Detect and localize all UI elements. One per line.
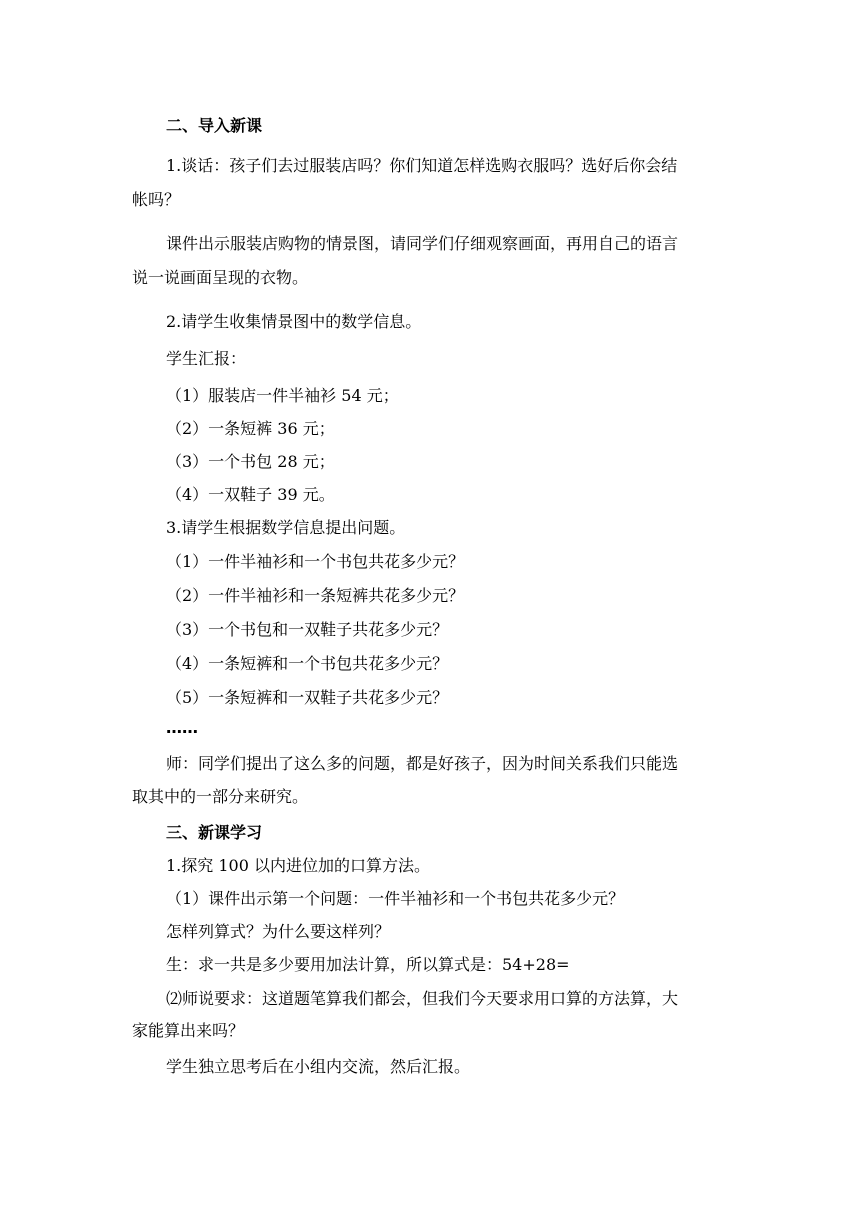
paragraph-first-question: （1）课件出示第一个问题：一件半袖衫和一个书包共花多少元？ xyxy=(166,889,625,908)
paragraph-requirement-line2: 家能算出来吗？ xyxy=(132,1021,245,1040)
paragraph-courseware-line2: 说一说画面呈现的衣物。 xyxy=(132,268,309,287)
list-item-info: （4）一双鞋子 39 元。 xyxy=(166,485,335,504)
ellipsis: …… xyxy=(166,718,198,737)
section-heading-intro: 二、导入新课 xyxy=(166,116,263,135)
paragraph-student-answer: 生：求一共是多少要用加法计算，所以算式是：54+28= xyxy=(166,955,570,974)
list-item-info: （1）服装店一件半袖衫 54 元； xyxy=(166,386,399,405)
paragraph-teacher-line1: 师：同学们提出了这么多的问题，都是好孩子，因为时间关系我们只能选 xyxy=(166,754,679,773)
paragraph-how-to-write: 怎样列算式？为什么要这样列？ xyxy=(166,922,391,941)
section-heading-new-lesson: 三、新课学习 xyxy=(166,823,263,842)
list-item-question: （2）一件半袖衫和一条短裤共花多少元？ xyxy=(166,586,465,605)
list-item-question: （1）一件半袖衫和一个书包共花多少元？ xyxy=(166,552,465,571)
paragraph-teacher-line2: 取其中的一部分来研究。 xyxy=(132,787,309,806)
paragraph-talk-line1: 1.谈话：孩子们去过服装店吗？你们知道怎样选购衣服吗？选好后你会结 xyxy=(166,156,678,175)
list-item-question: （5）一条短裤和一双鞋子共花多少元？ xyxy=(166,688,449,707)
list-item-info: （3）一个书包 28 元； xyxy=(166,452,335,471)
paragraph-group-exchange: 学生独立思考后在小组内交流，然后汇报。 xyxy=(166,1057,471,1076)
paragraph-ask-questions: 3.请学生根据数学信息提出问题。 xyxy=(166,518,406,537)
paragraph-collect-info: 2.请学生收集情景图中的数学信息。 xyxy=(166,312,422,331)
paragraph-courseware-line1: 课件出示服装店购物的情景图，请同学们仔细观察画面，再用自己的语言 xyxy=(166,234,679,253)
paragraph-student-report: 学生汇报： xyxy=(166,349,247,368)
list-item-question: （3）一个书包和一双鞋子共花多少元？ xyxy=(166,620,449,639)
paragraph-explore: 1.探究 100 以内进位加的口算方法。 xyxy=(166,856,430,875)
paragraph-requirement-line1: ⑵师说要求：这道题笔算我们都会，但我们今天要求用口算的方法算，大 xyxy=(166,989,679,1008)
list-item-question: （4）一条短裤和一个书包共花多少元？ xyxy=(166,654,449,673)
paragraph-talk-line2: 帐吗？ xyxy=(132,190,181,209)
list-item-info: （2）一条短裤 36 元； xyxy=(166,419,335,438)
